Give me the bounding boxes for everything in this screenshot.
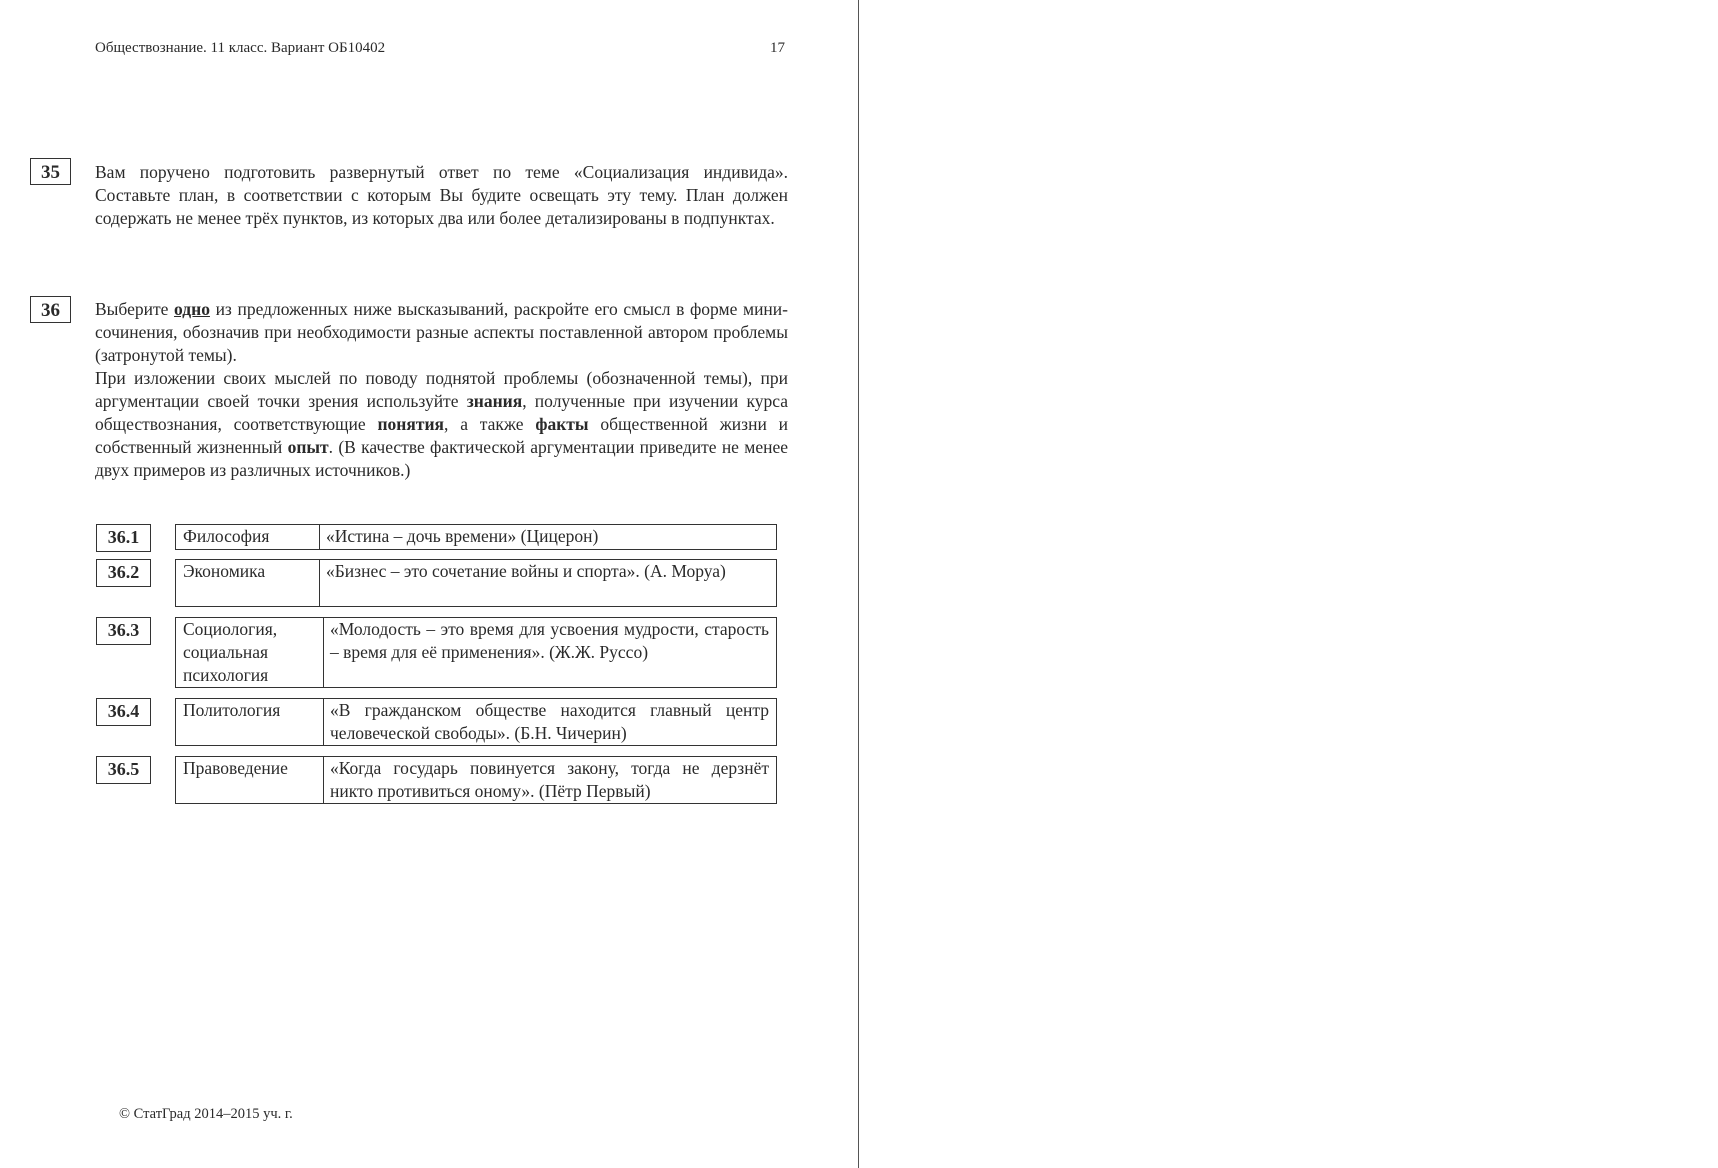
option-quote: «Бизнес – это сочетание войны и спорта». (А. Моруа) bbox=[326, 561, 726, 581]
emphasis-one: одно bbox=[174, 299, 210, 319]
bold-term-concepts: понятия bbox=[377, 414, 444, 434]
option-number-36-3: 36.3 bbox=[96, 617, 151, 645]
option-number-36-4: 36.4 bbox=[96, 698, 151, 726]
option-row-36-1 bbox=[175, 524, 777, 550]
question-35-text bbox=[95, 161, 788, 230]
option-number-36-5: 36.5 bbox=[96, 756, 151, 784]
option-quote: «Молодость – это время для усвоения мудрости, старость – время для её применения». (Ж.Ж. Руссо) bbox=[330, 619, 769, 662]
question-36-paragraph-1 bbox=[95, 298, 788, 367]
option-category: Философия bbox=[176, 525, 320, 549]
option-category: Правоведение bbox=[176, 757, 324, 803]
page-number: 17 bbox=[770, 40, 785, 56]
question-36-paragraph-2 bbox=[95, 367, 788, 482]
text-segment: , полученные при изучении курса обществознания, соответствующие bbox=[95, 391, 788, 434]
footer-copyright: © СтатГрад 2014–2015 уч. г. bbox=[119, 1106, 293, 1122]
text-segment: Выберите bbox=[95, 299, 175, 319]
text-segment: из предложенных ниже высказываний, раскройте его смысл в форме мини-сочинения, обозначив при необходимости разные аспекты поставленной автором проблемы (затронутой темы). bbox=[95, 299, 788, 365]
text-segment: . (В качестве фактической аргументации приведите не менее двух примеров из различных источников.) bbox=[95, 437, 788, 480]
option-row-36-2 bbox=[175, 559, 777, 607]
option-row-36-4 bbox=[175, 698, 777, 746]
option-quote: «Когда государь повинуется закону, тогда не дерзнёт никто противиться оному». (Пётр Первый) bbox=[330, 758, 769, 801]
option-category: Экономика bbox=[176, 560, 320, 606]
question-number-35: 35 bbox=[30, 158, 71, 185]
option-row-36-3 bbox=[175, 617, 777, 688]
question-35-paragraph: Вам поручено подготовить развернутый ответ по теме «Социализация индивида». Составьте план, в соответствии с которым Вы будите освещать эту тему. План должен содержать не менее трёх пунктов, из которых два или более детализированы в подпунктах. bbox=[95, 162, 788, 228]
option-row-36-5 bbox=[175, 756, 777, 804]
question-number-36: 36 bbox=[30, 296, 71, 323]
text-segment: При изложении своих мыслей по поводу поднятой проблемы (обозначенной темы), при аргументации своей точки зрения используйте bbox=[95, 368, 788, 411]
bold-term-facts: факты bbox=[535, 414, 589, 434]
question-36-text bbox=[95, 298, 788, 482]
page-header-title: Обществознание. 11 класс. Вариант ОБ10402 bbox=[95, 40, 386, 56]
bold-term-knowledge: знания bbox=[466, 391, 523, 411]
page-divider bbox=[858, 0, 859, 1168]
option-number-36-2: 36.2 bbox=[96, 559, 151, 587]
option-quote: «Истина – дочь времени» (Цицерон) bbox=[326, 526, 599, 546]
option-category: Политология bbox=[176, 699, 324, 745]
option-quote: «В гражданском обществе находится главный центр человеческой свободы». (Б.Н. Чичерин) bbox=[330, 700, 769, 743]
option-number-36-1: 36.1 bbox=[96, 524, 151, 552]
bold-term-experience: опыт bbox=[287, 437, 329, 457]
text-segment: , а также bbox=[444, 414, 536, 434]
text-segment: общественной жизни и собственный жизненный bbox=[95, 414, 788, 457]
option-category: Социология, социальная психология bbox=[176, 618, 324, 687]
